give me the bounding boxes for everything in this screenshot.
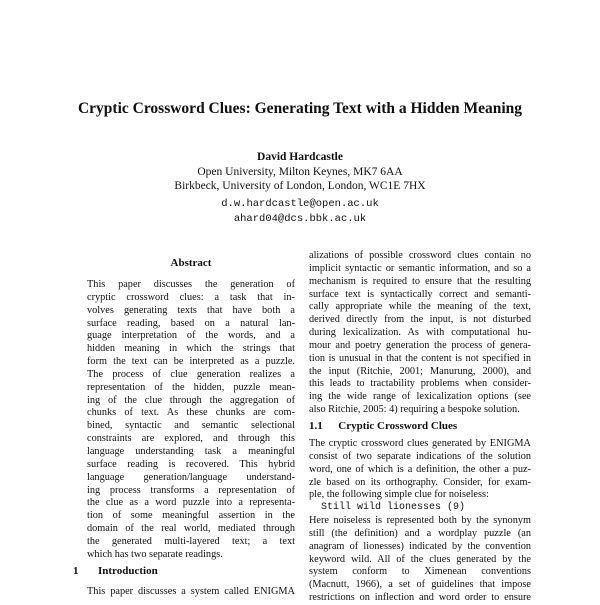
abstract-line: tion of some meaningful assertion in the [87, 510, 295, 522]
abstract-line: bined, syntactic and semantic selectional [87, 420, 295, 432]
body-line: mour and poetry generation the process of genera- [309, 339, 531, 351]
abstract-line: which has two separate readings. [87, 548, 223, 560]
right-column-subsection [309, 438, 531, 605]
abstract-line: the clue as a word puzzle into a representa- [87, 497, 295, 509]
section-heading-introduction [73, 565, 158, 577]
body-line: ple, the following simple clue for noiseless: [309, 489, 489, 501]
abstract-line: ing process transforms a representation of [87, 484, 295, 496]
body-line: ing the wide range of lexicalization options (see [309, 391, 531, 403]
body-line: system conform to Ximenean conventions [309, 566, 531, 578]
body-line: the input (Ritchie, 2001; Manurung, 2000), and [309, 365, 531, 377]
body-line: cally appropriate while the meaning of the text, [309, 301, 531, 313]
abstract-line: domain of the real world, mediated through [87, 523, 295, 535]
abstract-line: form the text can be interpreted as a puzzle. [87, 356, 295, 368]
body-line: tion is unusual in that the content is not specified in [309, 352, 531, 364]
body-line: this leads to tractability problems when consider- [309, 378, 531, 390]
subsection-heading-cryptic-clues [309, 420, 457, 432]
section-number: 1 [73, 565, 79, 577]
body-line: keyword wild. All of the clues generated by the [309, 553, 531, 565]
abstract-line: chunks of text. As these chunks are com- [87, 407, 295, 419]
introduction-body [87, 586, 295, 599]
email-1: d.w.hardcastle@open.ac.uk [221, 197, 379, 210]
abstract-heading: Abstract [170, 257, 212, 269]
abstract-line: cryptic crossword clues: a task that in- [87, 291, 295, 303]
body-line: anagram of lionesses) indicated by the convention [309, 540, 531, 552]
abstract-line: ing of the clue through the aggregation of [87, 394, 295, 406]
abstract-line: language generation/language understand- [87, 471, 295, 483]
abstract-body [87, 279, 295, 562]
author-name: David Hardcastle [257, 151, 343, 163]
author-block [0, 150, 600, 227]
body-line: zle based on its orthography. Consider, for exam- [309, 476, 531, 488]
body-line: derived directly from the input, is not disturbed [309, 314, 531, 326]
abstract-line: volves generating texts that have both a [87, 304, 295, 316]
abstract-line: surface reading, based on a natural lan- [87, 317, 295, 329]
body-line: Here noiseless is represented both by the synonym [309, 515, 531, 527]
paper-title: Cryptic Crossword Clues: Generating Text with a Hidden Meaning [77, 100, 523, 117]
body-line: surface text is syntactically correct and semanti- [309, 288, 531, 300]
abstract-line: surface reading is recovered. This hybrid [87, 458, 295, 470]
body-line: consist of two separate indications of the solution [309, 450, 531, 462]
affiliation-2: Birkbeck, University of London, London, WC1E 7HX [174, 180, 426, 192]
affiliation-1: Open University, Milton Keynes, MK7 6AA [197, 165, 403, 178]
abstract-line: the generated multi-layered text; a text [87, 535, 295, 547]
abstract-line: guage interpretation of the words, and a [87, 330, 295, 342]
abstract-line: language understanding task a meaningful [87, 445, 295, 457]
subsection-number: 1.1 [309, 420, 323, 432]
body-line: alizations of possible crossword clues contain no [309, 250, 531, 261]
right-column-top [309, 250, 531, 417]
body-line: implicit syntactic or semantic information, and so a [309, 262, 531, 274]
abstract-line: The process of clue generation realizes a [87, 368, 295, 380]
abstract-line: representation of the hidden, puzzle mean- [87, 381, 295, 393]
example-clue: Still wild lionesses (9) [321, 502, 466, 514]
subsection-title: Cryptic Crossword Clues [338, 420, 458, 432]
section-title: Introduction [98, 565, 158, 577]
body-line: restrictions on inflection and word order to ensure [309, 592, 531, 604]
body-line: word, one of which is a definition, the other a puz- [309, 463, 531, 475]
body-line: (Macnutt, 1966), a set of guidelines that impose [309, 579, 531, 591]
abstract-line: hidden meaning in which the strings that [87, 343, 295, 355]
abstract-line: constraints are explored, and through this [87, 433, 295, 445]
abstract-line: This paper discusses the generation of [87, 279, 295, 290]
body-line: The cryptic crossword clues generated by ENIGMA [309, 438, 531, 449]
email-2: ahard04@dcs.bbk.ac.uk [233, 213, 367, 225]
body-line: during lexicalization. As with computational hu- [309, 327, 531, 339]
introduction-line: This paper discusses a system called ENIGMA [87, 586, 295, 597]
body-line: also Ritchie, 2005: 4) requiring a bespoke solution. [309, 404, 520, 416]
body-line: still (the definition) and a wordplay puzzle (an [309, 527, 531, 539]
body-line: mechanism is required to ensure that the resulting [309, 275, 531, 287]
